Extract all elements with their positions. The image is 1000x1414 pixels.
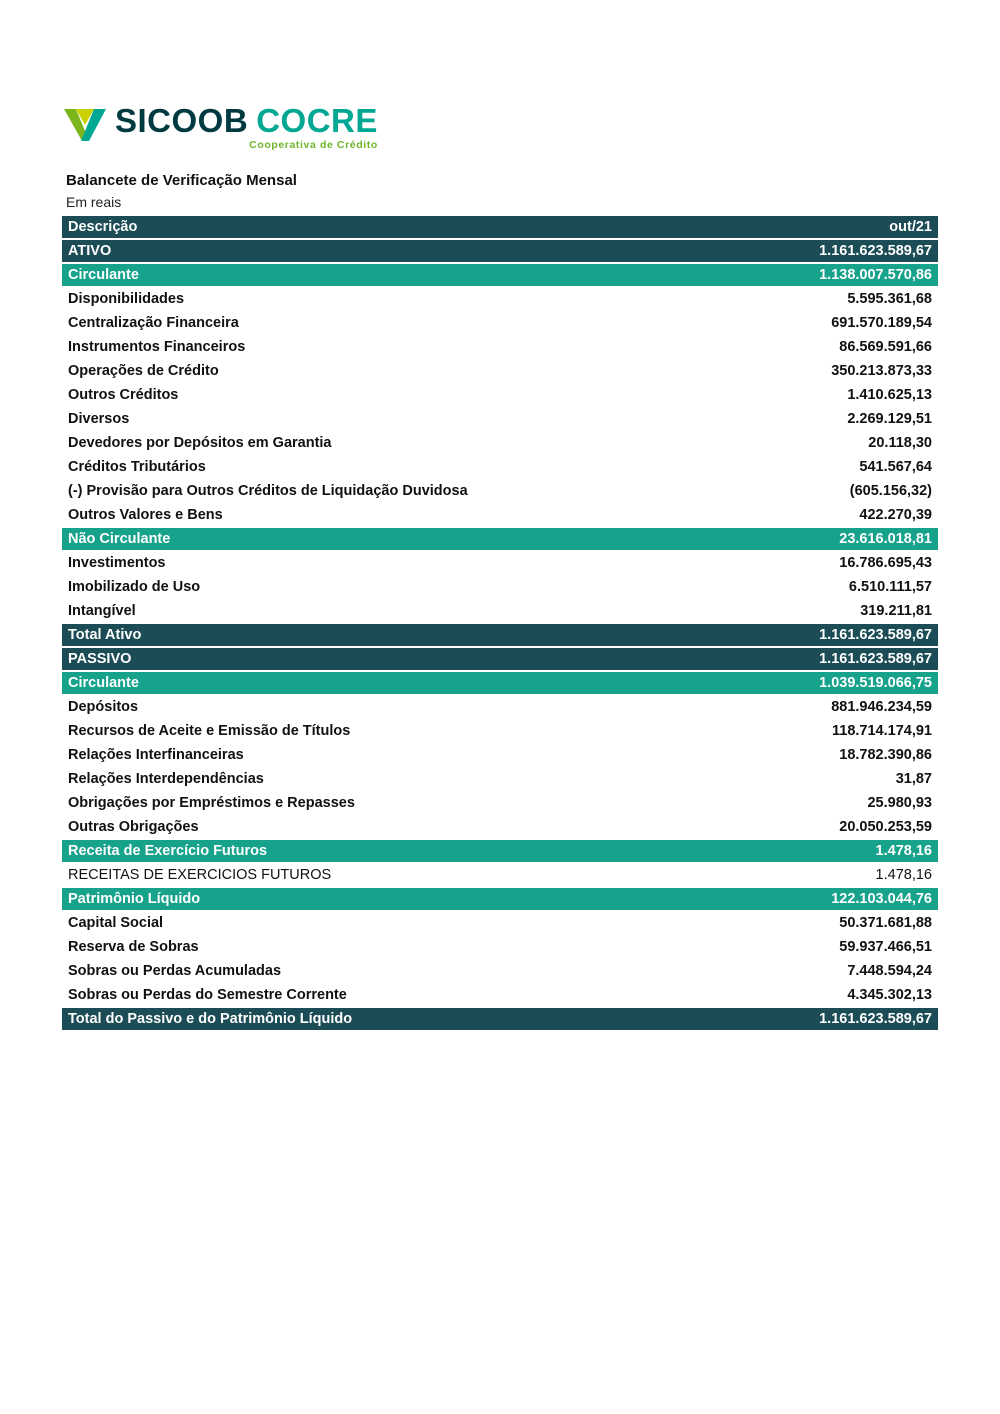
table-row (62, 864, 938, 888)
row-value: 4.345.302,13 (758, 984, 938, 1008)
table-row (62, 672, 938, 696)
row-label: Relações Interfinanceiras (62, 744, 758, 768)
table-row (62, 1008, 938, 1032)
table-row (62, 624, 938, 648)
row-value: 50.371.681,88 (758, 912, 938, 936)
row-value: 422.270,39 (758, 504, 938, 528)
row-label: Circulante (62, 264, 758, 288)
table-row (62, 336, 938, 360)
row-value: 1.161.623.589,67 (758, 1008, 938, 1032)
row-value: 5.595.361,68 (758, 288, 938, 312)
row-value: 20.050.253,59 (758, 816, 938, 840)
row-label: Relações Interdependências (62, 768, 758, 792)
table-row (62, 480, 938, 504)
row-value: 541.567,64 (758, 456, 938, 480)
row-value: 319.211,81 (758, 600, 938, 624)
row-value: 1.478,16 (758, 864, 938, 888)
row-value: 118.714.174,91 (758, 720, 938, 744)
logo-text (115, 104, 378, 151)
document-title: Balancete de Verificação Mensal (66, 172, 297, 189)
table-row (62, 456, 938, 480)
table-row (62, 888, 938, 912)
row-label: Outras Obrigações (62, 816, 758, 840)
row-label: Recursos de Aceite e Emissão de Títulos (62, 720, 758, 744)
row-value: 6.510.111,57 (758, 576, 938, 600)
row-value: (605.156,32) (758, 480, 938, 504)
row-label: Devedores por Depósitos em Garantia (62, 432, 758, 456)
column-header-description: Descrição (62, 216, 758, 240)
logo-tagline: Cooperativa de Crédito (249, 139, 378, 151)
table-row (62, 600, 938, 624)
table-header-row (62, 216, 938, 240)
row-label: Sobras ou Perdas Acumuladas (62, 960, 758, 984)
table-row (62, 408, 938, 432)
table-row (62, 552, 938, 576)
table-row (62, 312, 938, 336)
row-label: Total do Passivo e do Patrimônio Líquido (62, 1008, 758, 1032)
logo-words (115, 104, 378, 137)
row-label: Patrimônio Líquido (62, 888, 758, 912)
row-label: Obrigações por Empréstimos e Repasses (62, 792, 758, 816)
row-value: 18.782.390,86 (758, 744, 938, 768)
row-label: Intangível (62, 600, 758, 624)
row-value: 350.213.873,33 (758, 360, 938, 384)
table-row (62, 360, 938, 384)
row-value: 1.161.623.589,67 (758, 648, 938, 672)
column-header-period: out/21 (758, 216, 938, 240)
table-row (62, 432, 938, 456)
table-row (62, 984, 938, 1008)
row-label: Não Circulante (62, 528, 758, 552)
row-label: Investimentos (62, 552, 758, 576)
table-row (62, 648, 938, 672)
table-row (62, 792, 938, 816)
table-row (62, 384, 938, 408)
row-label: Reserva de Sobras (62, 936, 758, 960)
brand-cocre: COCRE (256, 102, 378, 139)
row-label: Capital Social (62, 912, 758, 936)
table-row (62, 744, 938, 768)
currency-note: Em reais (66, 194, 122, 210)
row-label: Sobras ou Perdas do Semestre Corrente (62, 984, 758, 1008)
sicoob-logo-icon (62, 104, 108, 148)
row-value: 25.980,93 (758, 792, 938, 816)
row-label: (-) Provisão para Outros Créditos de Liquidação Duvidosa (62, 480, 758, 504)
row-label: RECEITAS DE EXERCICIOS FUTUROS (62, 864, 758, 888)
table-row (62, 528, 938, 552)
row-label: Outros Créditos (62, 384, 758, 408)
row-value: 7.448.594,24 (758, 960, 938, 984)
row-value: 23.616.018,81 (758, 528, 938, 552)
row-label: Instrumentos Financeiros (62, 336, 758, 360)
row-label: Operações de Crédito (62, 360, 758, 384)
row-value: 1.410.625,13 (758, 384, 938, 408)
table-row (62, 768, 938, 792)
row-value: 1.161.623.589,67 (758, 624, 938, 648)
row-value: 1.478,16 (758, 840, 938, 864)
logo (62, 104, 378, 151)
row-label: ATIVO (62, 240, 758, 264)
row-label: PASSIVO (62, 648, 758, 672)
row-value: 86.569.591,66 (758, 336, 938, 360)
row-label: Outros Valores e Bens (62, 504, 758, 528)
row-label: Diversos (62, 408, 758, 432)
row-value: 16.786.695,43 (758, 552, 938, 576)
table-row (62, 720, 938, 744)
table-row (62, 816, 938, 840)
row-label: Depósitos (62, 696, 758, 720)
row-label: Imobilizado de Uso (62, 576, 758, 600)
row-label: Total Ativo (62, 624, 758, 648)
row-label: Circulante (62, 672, 758, 696)
row-value: 2.269.129,51 (758, 408, 938, 432)
balance-table-body (62, 240, 938, 1032)
row-value: 881.946.234,59 (758, 696, 938, 720)
row-value: 20.118,30 (758, 432, 938, 456)
table-row (62, 912, 938, 936)
table-row (62, 696, 938, 720)
row-label: Créditos Tributários (62, 456, 758, 480)
row-label: Receita de Exercício Futuros (62, 840, 758, 864)
table-row (62, 264, 938, 288)
table-row (62, 840, 938, 864)
row-value: 1.161.623.589,67 (758, 240, 938, 264)
row-value: 59.937.466,51 (758, 936, 938, 960)
table-row (62, 576, 938, 600)
row-label: Centralização Financeira (62, 312, 758, 336)
row-value: 1.138.007.570,86 (758, 264, 938, 288)
row-label: Disponibilidades (62, 288, 758, 312)
row-value: 31,87 (758, 768, 938, 792)
row-value: 122.103.044,76 (758, 888, 938, 912)
row-value: 691.570.189,54 (758, 312, 938, 336)
table-row (62, 960, 938, 984)
balance-table (62, 216, 938, 1032)
table-row (62, 288, 938, 312)
table-row (62, 504, 938, 528)
row-value: 1.039.519.066,75 (758, 672, 938, 696)
brand-sicoob: SICOOB (115, 102, 249, 139)
table-row (62, 936, 938, 960)
table-row (62, 240, 938, 264)
